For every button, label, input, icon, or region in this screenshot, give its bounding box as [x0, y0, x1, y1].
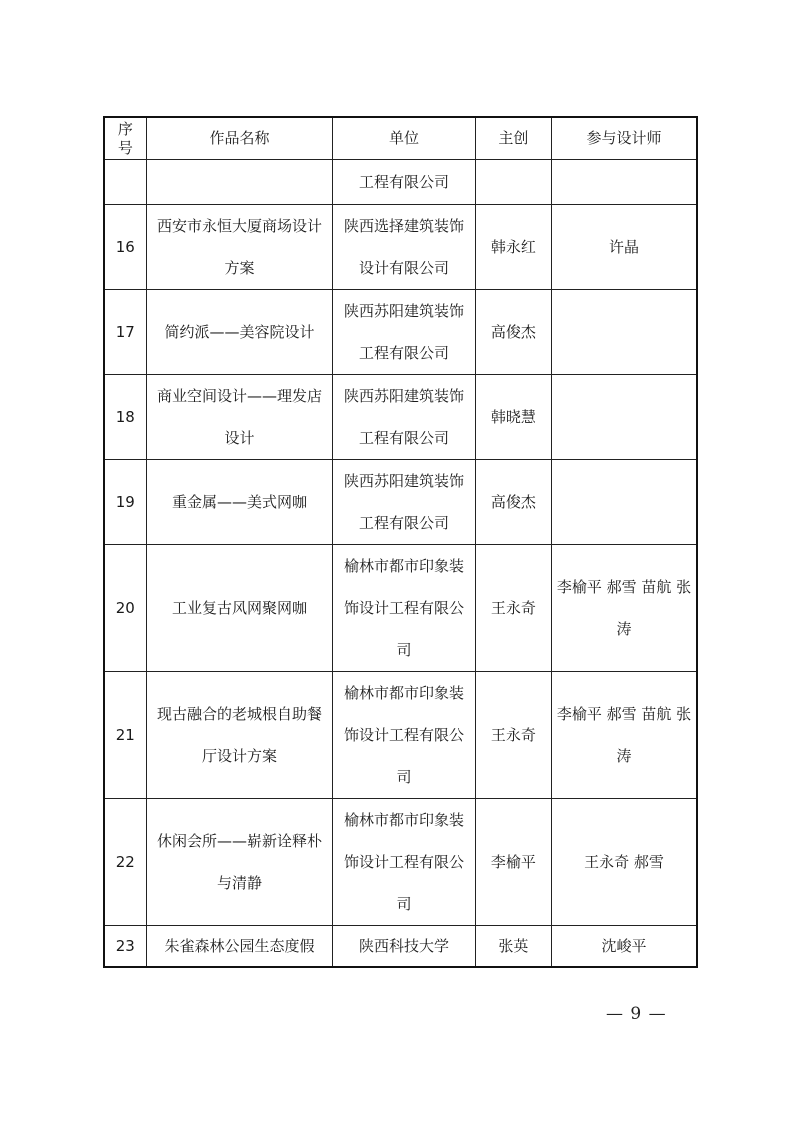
cell-no: 17	[104, 290, 146, 375]
cell-title: 西安市永恒大厦商场设计方案	[146, 205, 333, 290]
cell-designers	[551, 375, 697, 460]
cell-designers: 王永奇 郝雪	[551, 799, 697, 926]
table-row	[104, 290, 697, 375]
table-row	[104, 375, 697, 460]
header-no: 序 号	[104, 117, 146, 160]
table-row	[104, 545, 697, 672]
table-header-row	[104, 117, 697, 160]
awards-table	[103, 116, 698, 968]
cell-unit: 榆林市都市印象装饰设计工程有限公司	[333, 672, 475, 799]
cell-designers: 李榆平 郝雪 苗航 张涛	[551, 545, 697, 672]
cell-no: 21	[104, 672, 146, 799]
cell-title: 商业空间设计——理发店设计	[146, 375, 333, 460]
cell-no: 19	[104, 460, 146, 545]
cell-unit: 榆林市都市印象装饰设计工程有限公司	[333, 545, 475, 672]
cell-no	[104, 160, 146, 205]
cell-no: 22	[104, 799, 146, 926]
cell-lead: 张英	[475, 926, 551, 968]
header-designers: 参与设计师	[551, 117, 697, 160]
table-row	[104, 799, 697, 926]
cell-lead: 高俊杰	[475, 290, 551, 375]
header-title: 作品名称	[146, 117, 333, 160]
cell-title: 工业复古风网聚网咖	[146, 545, 333, 672]
cell-designers: 沈峻平	[551, 926, 697, 968]
table-row-continuation	[104, 160, 697, 205]
cell-no: 23	[104, 926, 146, 968]
cell-designers: 许晶	[551, 205, 697, 290]
cell-no: 16	[104, 205, 146, 290]
cell-unit: 陕西苏阳建筑装饰工程有限公司	[333, 290, 475, 375]
cell-lead	[475, 160, 551, 205]
cell-designers	[551, 290, 697, 375]
table-row	[104, 926, 697, 968]
header-lead: 主创	[475, 117, 551, 160]
cell-unit: 陕西苏阳建筑装饰工程有限公司	[333, 460, 475, 545]
cell-unit: 陕西科技大学	[333, 926, 475, 968]
cell-unit: 陕西选择建筑装饰设计有限公司	[333, 205, 475, 290]
cell-designers: 李榆平 郝雪 苗航 张涛	[551, 672, 697, 799]
cell-title	[146, 160, 333, 205]
cell-unit: 陕西苏阳建筑装饰工程有限公司	[333, 375, 475, 460]
cell-designers	[551, 460, 697, 545]
page-number: — 9 —	[606, 1004, 667, 1024]
cell-designers	[551, 160, 697, 205]
table-row	[104, 205, 697, 290]
cell-lead: 王永奇	[475, 672, 551, 799]
header-unit: 单位	[333, 117, 475, 160]
cell-lead: 高俊杰	[475, 460, 551, 545]
cell-unit: 榆林市都市印象装饰设计工程有限公司	[333, 799, 475, 926]
cell-no: 20	[104, 545, 146, 672]
cell-title: 朱雀森林公园生态度假	[146, 926, 333, 968]
cell-lead: 韩永红	[475, 205, 551, 290]
cell-lead: 王永奇	[475, 545, 551, 672]
cell-title: 休闲会所——崭新诠释朴与清静	[146, 799, 333, 926]
cell-lead: 李榆平	[475, 799, 551, 926]
cell-unit: 工程有限公司	[333, 160, 475, 205]
cell-no: 18	[104, 375, 146, 460]
cell-title: 重金属——美式网咖	[146, 460, 333, 545]
cell-lead: 韩晓慧	[475, 375, 551, 460]
table-row	[104, 672, 697, 799]
cell-title: 现古融合的老城根自助餐厅设计方案	[146, 672, 333, 799]
cell-title: 简约派——美容院设计	[146, 290, 333, 375]
table-row	[104, 460, 697, 545]
